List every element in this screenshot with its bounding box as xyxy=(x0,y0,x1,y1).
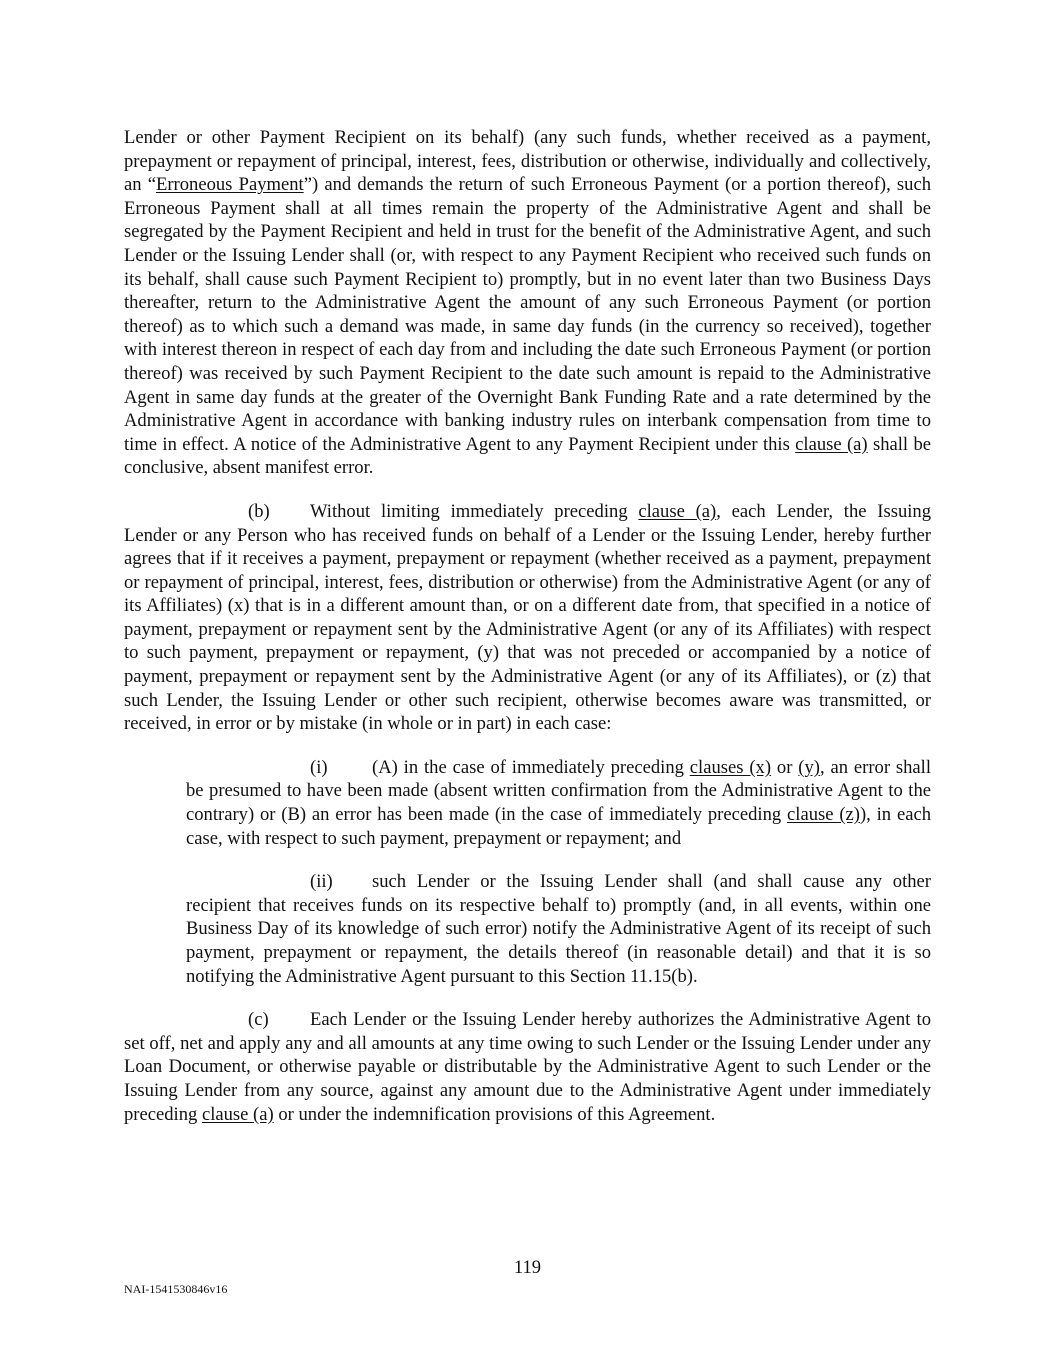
text: such Lender or the Issuing Lender shall (and shall cause any other recipient that receives funds on its respective behalf to) promptly (and, in all events, within one Business Day of its knowledge of such error) notify the Administrative Agent of its receipt of such payment, prepayment or repayment, the details thereof (in reasonable detail) and that it is so notifying the Administrative Agent pursuant to this Section 11.15(b). xyxy=(186,871,931,987)
text: , each Lender, the Issuing Lender or any Person who has received funds on behalf of a Lender or the Issuing Lender, hereby further agrees that if it receives a payment, prepayment or repayment (whether received as a payment, prepayment or repayment of principal, interest, fees, distribution or otherwise) from the Administrative Agent (or any of its Affiliates) (x) that is in a different amount than, or on a different date from, that specified in a notice of payment, prepayment or repayment sent by the Administrative Agent (or any of its Affiliates) with respect to such payment, prepayment or repayment, (y) that was not preceded or accompanied by a notice of payment, prepayment or repayment sent by the Administrative Agent (or any of its Affiliates), or (z) that such Lender, the Issuing Lender or other such recipient, otherwise becomes aware was transmitted, or received, in error or by mistake (in whole or in part) in each case: xyxy=(124,500,931,735)
clause-reference: clause (z) xyxy=(787,804,860,826)
text: shall be conclusive, absent manifest error. xyxy=(124,433,931,479)
text: ”) and demands the return of such Erroneous Payment (or a portion thereof), such Erroneous Payment shall at all times remain the property of the Administrative Agent and shall be segregated by the Payment Recipient and held in trust for the benefit of the Administrative Agent, and such Lender or the Issuing Lender shall (or, with respect to any Payment Recipient who received such funds on its behalf, shall cause such Payment Recipient to) promptly, but in no event later than two Business Days thereafter, return to the Administrative Agent the amount of any such Erroneous Payment (or portion thereof) as to which such a demand was made, in same day funds (in the currency so received), together with interest thereon in respect of each day from and including the date such Erroneous Payment (or portion thereof) was received by such Payment Recipient to the date such amount is repaid to the Administrative Agent in same day funds at the greater of the Overnight Bank Funding Rate and a rate determined by the Administrative Agent in accordance with banking industry rules on interbank compensation from time to time in effect. A notice of the Administrative Agent to any Payment Recipient under this xyxy=(124,174,931,455)
text: Lender or other Payment Recipient on its behalf) (any such funds, whether received as a payment, prepayment or repayment of principal, interest, fees, distribution or otherwise, individually and collectively, an “ xyxy=(124,127,931,196)
clause-reference: clause (a) xyxy=(795,433,868,455)
clause-reference: clause (a) xyxy=(638,500,717,522)
text: , an error shall be presumed to have been made (absent written confirmation from the Administrative Agent to the contrary) or (B) an error has been made (in the case of immediately preceding xyxy=(186,756,931,826)
paragraph-marker: (i) xyxy=(310,756,328,778)
paragraph-marker: (c) xyxy=(248,1009,269,1031)
paragraph-a-continued xyxy=(124,126,931,480)
text: Each Lender or the Issuing Lender hereby authorizes the Administrative Agent to set off, net and apply any and all amounts at any time owing to such Lender or the Issuing Lender under any Loan Document, or otherwise payable or distributable by the Administrative Agent to such Lender or the Issuing Lender from any source, against any amount due to the Administrative Agent under immediately preceding xyxy=(124,1009,931,1125)
subparagraph-ii xyxy=(124,870,931,988)
document-id: NAI-1541530846v16 xyxy=(124,1282,228,1296)
paragraph-marker: (ii) xyxy=(310,871,333,893)
text: or xyxy=(771,756,799,778)
clause-reference: clauses (x) xyxy=(689,756,772,778)
clause-reference: clause (a) xyxy=(201,1103,274,1125)
defined-term-erroneous-payment: Erroneous Payment xyxy=(156,174,304,196)
paragraph-marker: (b) xyxy=(248,500,270,522)
page-number: 119 xyxy=(513,1257,542,1278)
paragraph-b xyxy=(124,500,931,736)
text: (A) in the case of immediately preceding xyxy=(372,756,690,778)
paragraph-c xyxy=(124,1008,931,1126)
clause-reference: (y) xyxy=(798,756,820,778)
document-body xyxy=(124,126,931,1126)
subparagraph-i xyxy=(124,756,931,850)
text: Without limiting immediately preceding xyxy=(310,500,639,522)
text: or under the indemnification provisions of this Agreement. xyxy=(273,1103,716,1125)
text: ), in each case, with respect to such payment, prepayment or repayment; and xyxy=(186,804,931,849)
